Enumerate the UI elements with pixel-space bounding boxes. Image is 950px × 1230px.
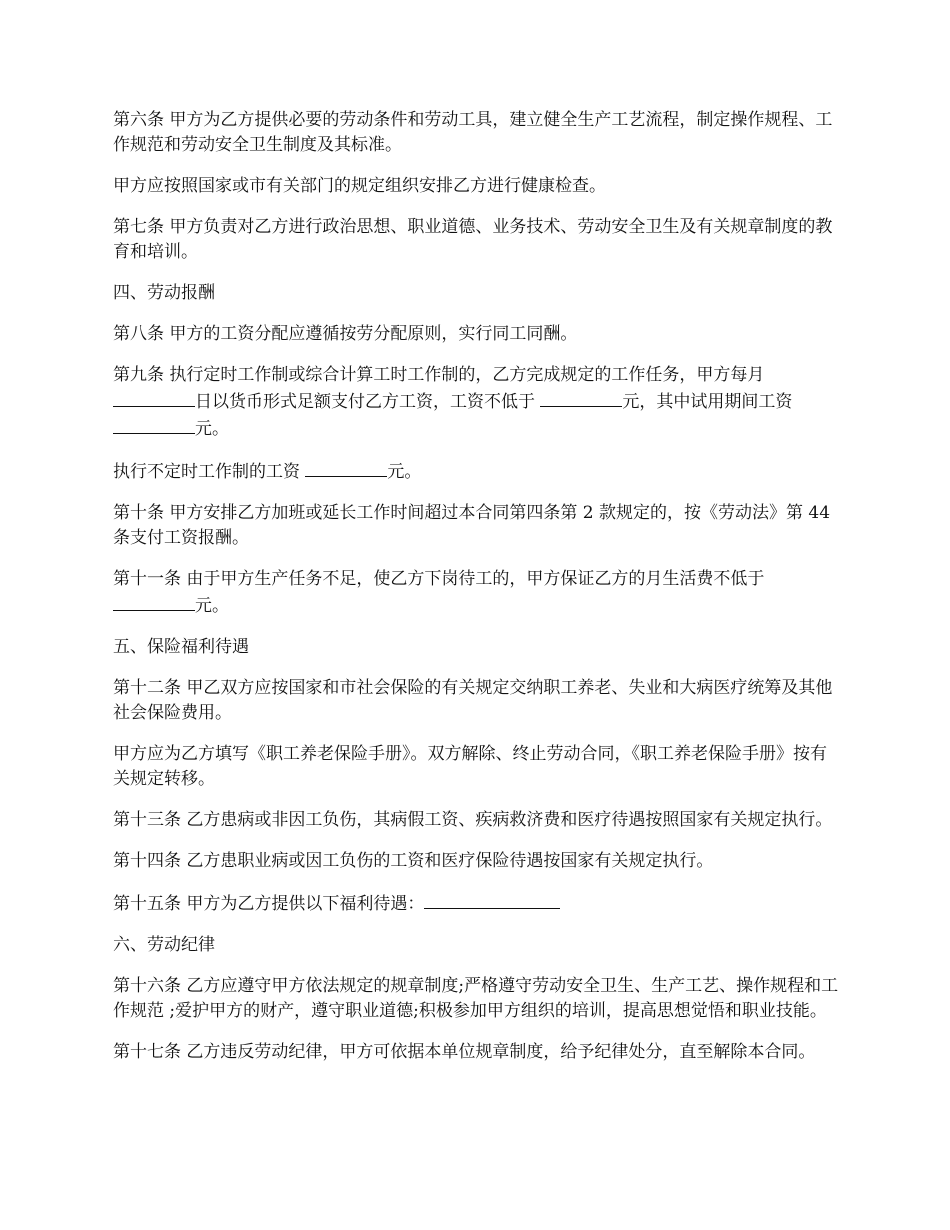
min-wage-blank bbox=[540, 388, 622, 407]
article-7: 第七条 甲方负责对乙方进行政治思想、职业道德、业务技术、劳动安全卫生及有关规章制度的教育和培训。 bbox=[113, 217, 833, 262]
probation-wage-blank bbox=[113, 415, 195, 434]
article-6: 第六条 甲方为乙方提供必要的劳动条件和劳动工具，建立健全生产工艺流程，制定操作规程、工作规范和劳动安全卫生制度及其标准。 bbox=[113, 110, 833, 155]
article-9 bbox=[113, 363, 840, 442]
irregular-hours-text-b: 元。 bbox=[387, 462, 422, 482]
pay-day-blank bbox=[113, 388, 195, 407]
article-9-text-c: 元，其中试用期间工资 bbox=[622, 392, 793, 412]
document-body bbox=[113, 108, 840, 1081]
article-10: 第十条 甲方安排乙方加班或延长工作时间超过本合同第四条第 2 款规定的，按《劳动法》第 44 条支付工资报酬。 bbox=[113, 503, 831, 548]
irregular-hours-wage bbox=[113, 458, 840, 485]
article-15-text: 第十五条 甲方为乙方提供以下福利待遇： bbox=[113, 894, 425, 914]
article-13: 第十三条 乙方患病或非因工负伤，其病假工资、疾病救济费和医疗待遇按照国家有关规定执行。 bbox=[113, 810, 833, 830]
article-9-text-b: 日以货币形式足额支付乙方工资，工资不低于 bbox=[195, 392, 541, 412]
article-17: 第十七条 乙方违反劳动纪律，甲方可依据本单位规章制度，给予纪律处分，直至解除本合同。 bbox=[113, 1042, 816, 1062]
article-12: 第十二条 甲乙双方应按国家和市社会保险的有关规定交纳职工养老、失业和大病医疗统筹及其他社会保险费用。 bbox=[113, 678, 833, 723]
section-heading-discipline: 六、劳动纪律 bbox=[113, 935, 215, 955]
article-11-text-a: 第十一条 由于甲方生产任务不足，使乙方下岗待工的，甲方保证乙方的月生活费不低于 bbox=[113, 569, 765, 589]
section-heading-remuneration: 四、劳动报酬 bbox=[113, 283, 215, 303]
section-heading-insurance: 五、保险福利待遇 bbox=[113, 637, 249, 657]
article-15 bbox=[113, 890, 840, 917]
article-11 bbox=[113, 567, 840, 619]
article-11-text-b: 元。 bbox=[195, 596, 229, 616]
article-9-text-a: 第九条 执行定时工作制或综合计算工时工作制的，乙方完成规定的工作任务，甲方每月 bbox=[113, 365, 765, 385]
living-allowance-blank bbox=[113, 592, 195, 611]
health-check-paragraph: 甲方应按照国家或市有关部门的规定组织安排乙方进行健康检查。 bbox=[113, 176, 606, 196]
article-16: 第十六条 乙方应遵守甲方依法规定的规章制度;严格遵守劳动安全卫生、生产工艺、操作规程和工作规范 ;爱护甲方的财产，遵守职业道德;积极参加甲方组织的培训，提高思想觉悟和职业技能。 bbox=[113, 976, 839, 1021]
irregular-hours-text-a: 执行不定时工作制的工资 bbox=[113, 462, 306, 482]
irregular-wage-blank bbox=[305, 458, 387, 477]
article-8: 第八条 甲方的工资分配应遵循按劳分配原则，实行同工同酬。 bbox=[113, 324, 578, 344]
pension-handbook-paragraph: 甲方应为乙方填写《职工养老保险手册》。双方解除、终止劳动合同，《职工养老保险手册》按有关规定转移。 bbox=[113, 744, 827, 789]
article-9-text-d: 元。 bbox=[195, 419, 229, 439]
article-14: 第十四条 乙方患职业病或因工负伤的工资和医疗保险待遇按国家有关规定执行。 bbox=[113, 851, 714, 871]
benefits-blank bbox=[424, 890, 560, 909]
